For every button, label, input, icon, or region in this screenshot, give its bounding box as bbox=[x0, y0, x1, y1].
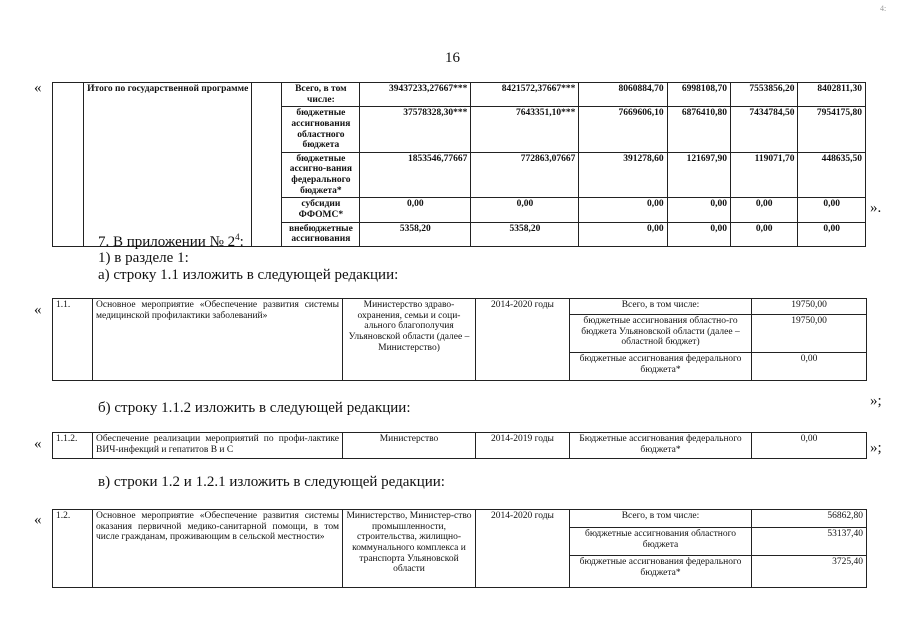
t1-value: 772863,07667 bbox=[471, 152, 579, 198]
ta-source: бюджетные ассигнования федерального бюджета* bbox=[570, 353, 752, 381]
ta-num: 1.1. bbox=[53, 299, 93, 381]
t1-row-name: субсидии ФФОМС* bbox=[282, 198, 360, 222]
t1-value: 7669606,10 bbox=[579, 107, 667, 153]
tb-title: Обеспечение реализации мероприятий по профи-лактике ВИЧ-инфекций и гепатитов В и С bbox=[93, 433, 343, 459]
t1-value: 8060884,70 bbox=[579, 83, 667, 107]
t1-value: 0,00 bbox=[471, 198, 579, 222]
t1-value: 0,00 bbox=[667, 198, 730, 222]
close-quote-1: ». bbox=[870, 200, 882, 216]
program-total-table bbox=[52, 82, 866, 247]
ta-value: 0,00 bbox=[752, 353, 867, 381]
t1-value: 6876410,80 bbox=[667, 107, 730, 153]
corner-mark: 4: bbox=[880, 4, 887, 13]
tc-value: 3725,40 bbox=[752, 556, 867, 588]
t1-label: Итого по государственной программе bbox=[84, 83, 252, 247]
tb-executor: Министерство bbox=[343, 433, 476, 459]
tc-executor: Министерство, Министер-ство промышленности, строительства, жилищно-коммунального комплекса и транспорта Ульяновской области bbox=[343, 510, 476, 588]
subitem-c-heading: в) строки 1.2 и 1.2.1 изложить в следующей редакции: bbox=[98, 474, 445, 490]
t1-value: 0,00 bbox=[579, 222, 667, 246]
t1-value: 37578328,30*** bbox=[360, 107, 471, 153]
t1-value: 39437233,27667*** bbox=[360, 83, 471, 107]
row-1-1-table bbox=[52, 298, 867, 381]
close-quote-b: »; bbox=[870, 440, 882, 456]
t1-value: 119071,70 bbox=[730, 152, 797, 198]
t1-value: 5358,20 bbox=[360, 222, 471, 246]
close-quote-a: »; bbox=[870, 393, 882, 409]
tb-source: Бюджетные ассигнования федерального бюджета* bbox=[570, 433, 752, 459]
ta-source: бюджетные ассигнования областно-го бюджета Ульяновской области (далее – областной бюджет) bbox=[570, 315, 752, 353]
row-1-2-table bbox=[52, 509, 867, 588]
open-quote-1: « bbox=[34, 80, 42, 96]
t1-value: 5358,20 bbox=[471, 222, 579, 246]
t1-value: 7954175,80 bbox=[798, 107, 866, 153]
t1-value: 448635,50 bbox=[798, 152, 866, 198]
tc-source: Всего, в том числе: bbox=[570, 510, 752, 528]
t1-value: 7434784,50 bbox=[730, 107, 797, 153]
t1-value: 8421572,37667*** bbox=[471, 83, 579, 107]
t1-value: 0,00 bbox=[798, 222, 866, 246]
subitem-a-heading: а) строку 1.1 изложить в следующей редакции: bbox=[98, 267, 399, 283]
t1-value: 391278,60 bbox=[579, 152, 667, 198]
ta-source: Всего, в том числе: bbox=[570, 299, 752, 315]
ta-period: 2014-2020 годы bbox=[476, 299, 570, 381]
t1-value: 0,00 bbox=[667, 222, 730, 246]
row-1-1-2-table bbox=[52, 432, 867, 459]
t1-row-name: бюджетные ассигно-вания федерального бюджета* bbox=[282, 152, 360, 198]
tc-source: бюджетные ассигнования областного бюджета bbox=[570, 528, 752, 556]
section-1-heading: 1) в разделе 1: bbox=[98, 250, 189, 266]
tc-value: 53137,40 bbox=[752, 528, 867, 556]
t1-empty-cell bbox=[53, 83, 84, 247]
t1-value: 7643351,10*** bbox=[471, 107, 579, 153]
tc-num: 1.2. bbox=[53, 510, 93, 588]
item-7-heading: 7. В приложении № $2^4$: bbox=[98, 232, 244, 250]
ta-value: 19750,00 bbox=[752, 315, 867, 353]
open-quote-a: « bbox=[34, 302, 42, 318]
t1-value: 121697,90 bbox=[667, 152, 730, 198]
t1-value: 0,00 bbox=[730, 222, 797, 246]
t1-value: 7553856,20 bbox=[730, 83, 797, 107]
tc-title: Основное мероприятие «Обеспечение развития системы оказания первичной медико-санитарной помощи, в том числе гражданам, проживающим в сельской местности» bbox=[93, 510, 343, 588]
tb-value: 0,00 bbox=[752, 433, 867, 459]
t1-empty-cell bbox=[252, 83, 282, 247]
tc-source: бюджетные ассигнования федерального бюджета* bbox=[570, 556, 752, 588]
t1-row-name: внебюджетные ассигнования bbox=[282, 222, 360, 246]
ta-value: 19750,00 bbox=[752, 299, 867, 315]
t1-value: 6998108,70 bbox=[667, 83, 730, 107]
t1-row-name: Всего, в том числе: bbox=[282, 83, 360, 107]
tb-period: 2014-2019 годы bbox=[476, 433, 570, 459]
t1-value: 8402811,30 bbox=[798, 83, 866, 107]
t1-row-name: бюджетные ассигнования областного бюджета bbox=[282, 107, 360, 153]
t1-value: 0,00 bbox=[579, 198, 667, 222]
t1-value: 1853546,77667 bbox=[360, 152, 471, 198]
tc-value: 56862,80 bbox=[752, 510, 867, 528]
ta-executor: Министерство здраво-охранения, семьи и соци-ального благополучия Ульяновской области (далее – Министерство) bbox=[343, 299, 476, 381]
ta-title: Основное мероприятие «Обеспечение развития системы медицинской профилактики заболеваний» bbox=[93, 299, 343, 381]
subitem-b-heading: б) строку 1.1.2 изложить в следующей редакции: bbox=[98, 400, 411, 416]
t1-value: 0,00 bbox=[798, 198, 866, 222]
t1-value: 0,00 bbox=[360, 198, 471, 222]
open-quote-c: « bbox=[34, 512, 42, 528]
page-number: 16 bbox=[445, 50, 460, 66]
t1-value: 0,00 bbox=[730, 198, 797, 222]
tc-period: 2014-2020 годы bbox=[476, 510, 570, 588]
tb-num: 1.1.2. bbox=[53, 433, 93, 459]
open-quote-b: « bbox=[34, 436, 42, 452]
